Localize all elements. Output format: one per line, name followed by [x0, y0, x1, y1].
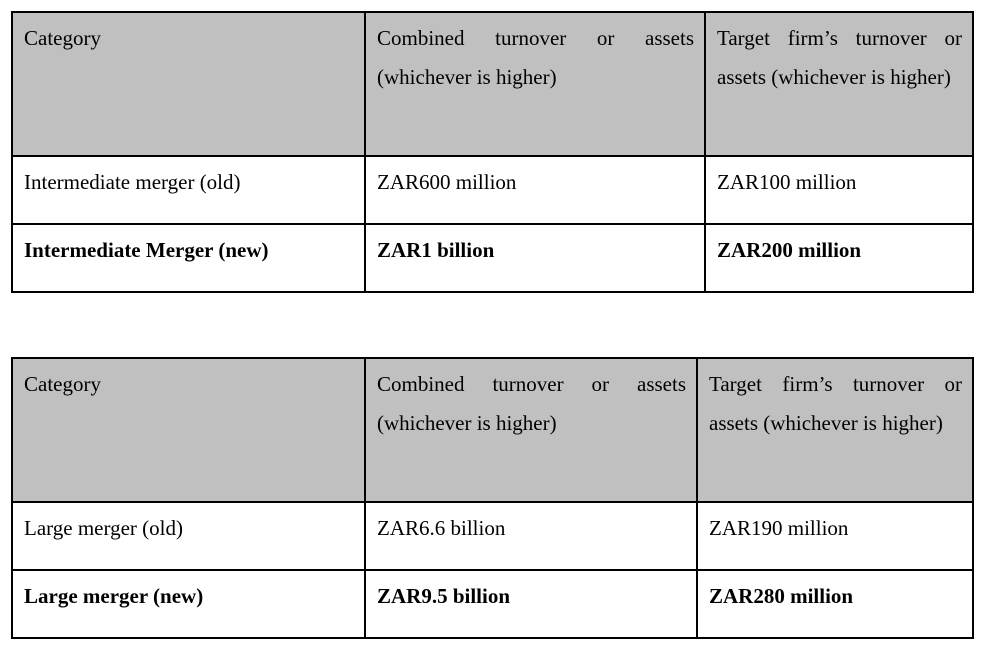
row-combined-threshold: ZAR1 billion	[365, 224, 705, 292]
header-category: Category	[12, 358, 365, 502]
table-row	[12, 156, 973, 224]
row-target-threshold: ZAR190 million	[697, 502, 973, 570]
header-target-turnover: Target firm’s turnover or assets (whichever is higher)	[697, 358, 973, 502]
row-target-threshold: ZAR280 million	[697, 570, 973, 638]
table-header-row	[12, 358, 973, 502]
header-category: Category	[12, 12, 365, 156]
table-header-row	[12, 12, 973, 156]
header-target-turnover: Target firm’s turnover or assets (whichever is higher)	[705, 12, 973, 156]
row-combined-threshold: ZAR6.6 billion	[365, 502, 697, 570]
header-combined-turnover: Combined turnover or assets (whichever is higher)	[365, 358, 697, 502]
row-combined-threshold: ZAR600 million	[365, 156, 705, 224]
table-row	[12, 224, 973, 292]
row-target-threshold: ZAR200 million	[705, 224, 973, 292]
intermediate-merger-thresholds-table	[11, 11, 974, 293]
row-category: Large merger (old)	[12, 502, 365, 570]
row-category: Large merger (new)	[12, 570, 365, 638]
row-category: Intermediate Merger (new)	[12, 224, 365, 292]
header-combined-turnover: Combined turnover or assets (whichever is higher)	[365, 12, 705, 156]
row-combined-threshold: ZAR9.5 billion	[365, 570, 697, 638]
table-row	[12, 570, 973, 638]
large-merger-thresholds-table	[11, 357, 974, 639]
table-row	[12, 502, 973, 570]
row-category: Intermediate merger (old)	[12, 156, 365, 224]
row-target-threshold: ZAR100 million	[705, 156, 973, 224]
